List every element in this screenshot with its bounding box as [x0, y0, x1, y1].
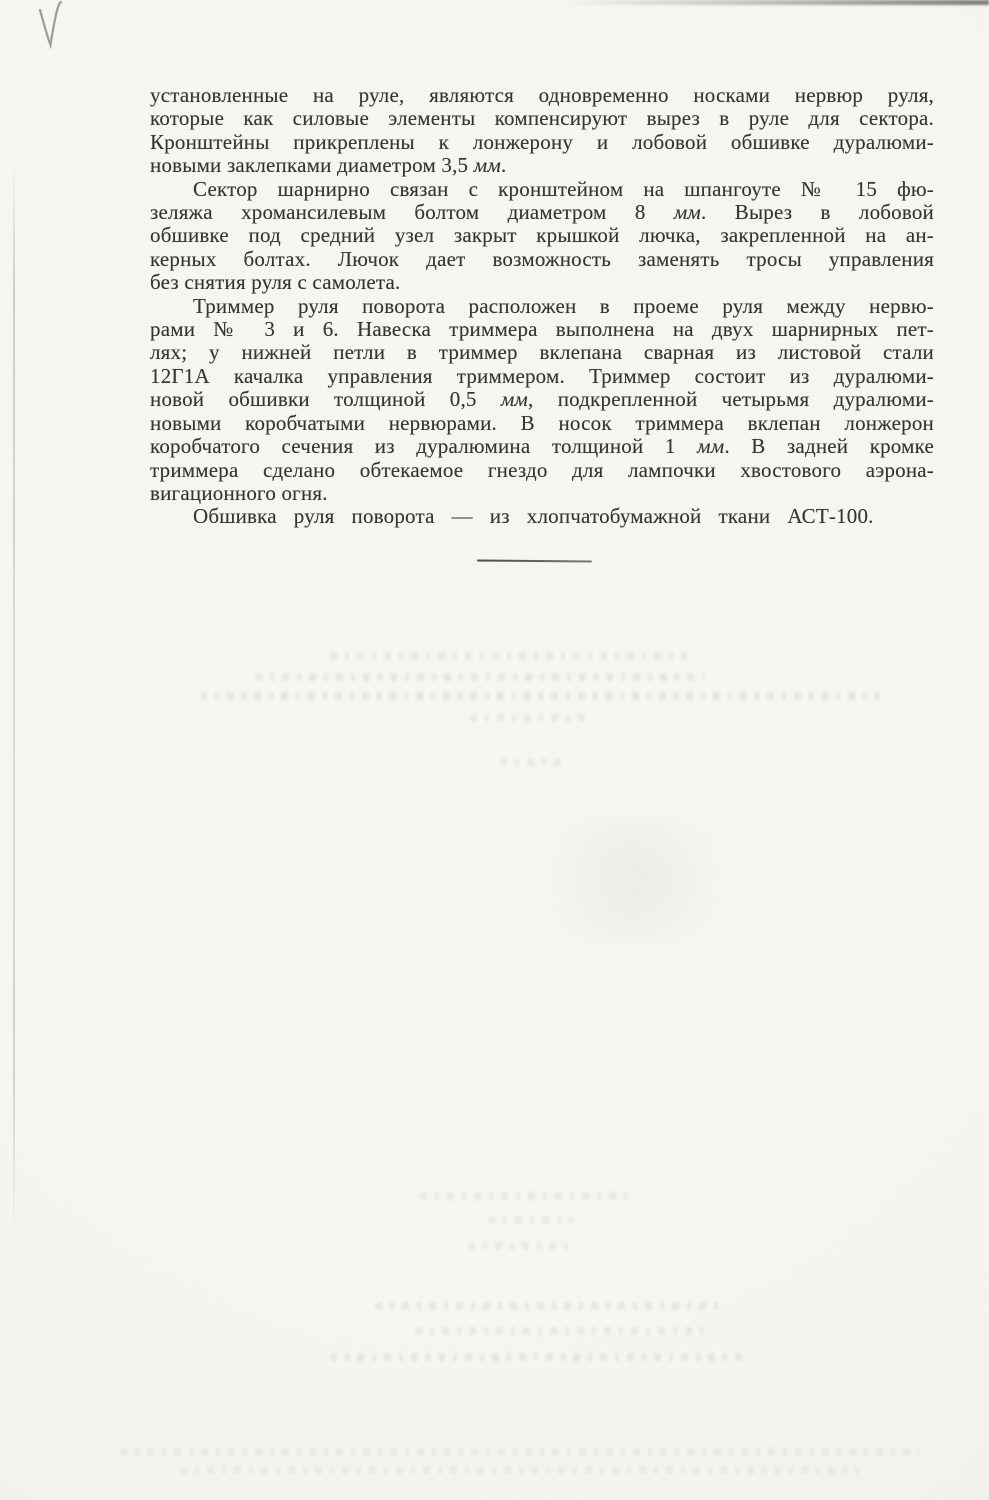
- text-line: зеляжа хромансилевым болтом диаметром 8 мм. Вырез в лобовой: [150, 200, 934, 225]
- paragraph: [150, 84, 934, 178]
- bleedthrough-smudge: [500, 758, 570, 766]
- body-text: [150, 84, 934, 529]
- text-line: рами № 3 и 6. Навеска триммера выполнена на двух шарнирных пет-: [150, 317, 934, 342]
- text-line: которые как силовые элементы компенсируют вырез в руле для сектора.: [150, 106, 934, 131]
- bleedthrough-smudge: [330, 652, 690, 660]
- text-line: обшивке под средний узел закрыт крышкой лючка, закрепленной на ан-: [150, 223, 934, 248]
- text-line: Сектор шарнирно связан с кронштейном на шпангоуте № 15 фю-: [193, 176, 934, 201]
- section-divider: [477, 559, 592, 562]
- bleedthrough-smudge: [470, 714, 590, 722]
- text-line: 12Г1А качалка управления триммером. Триммер состоит из дуралюми-: [150, 363, 934, 388]
- text-line: вигационного огня.: [150, 480, 328, 505]
- text-line: новой обшивки толщиной 0,5 мм, подкрепленной четырьмя дуралюми-: [150, 387, 934, 412]
- bleedthrough-smudge: [330, 1353, 750, 1361]
- paragraph: [150, 295, 934, 506]
- bleedthrough-smudge: [415, 1327, 705, 1335]
- bleedthrough-smudge: [375, 1302, 725, 1310]
- text-line: новыми коробчатыми нервюрами. В носок триммера вклепан лонжерон: [150, 410, 934, 435]
- text-line: лях; у нижней петли в триммер вклепана сварная из листовой стали: [150, 340, 934, 365]
- text-line: без снятия руля с самолета.: [150, 270, 401, 295]
- scan-edge-line: [13, 160, 15, 1240]
- bleedthrough-smudge: [120, 1448, 920, 1456]
- text-line: Обшивка руля поворота — из хлопчатобумажной ткани АСТ-100.: [193, 504, 874, 529]
- scan-edge-shadow: [559, 0, 989, 5]
- bleedthrough-smudge: [180, 1466, 860, 1474]
- bleedthrough-blob: [520, 815, 750, 945]
- text-line: Кронштейны прикреплены к лонжерону и лобовой обшивке дуралюми-: [150, 129, 934, 154]
- text-line: коробчатого сечения из дуралюмина толщиной 1 мм. В задней кромке: [150, 434, 934, 459]
- text-line: Триммер руля поворота расположен в проеме руля между нервю-: [193, 293, 934, 318]
- bleedthrough-smudge: [200, 692, 880, 700]
- bleedthrough-smudge: [468, 1242, 573, 1250]
- paragraph: [150, 178, 934, 295]
- text-line: установленные на руле, являются одновременно носками нервюр руля,: [150, 83, 934, 107]
- handwritten-checkmark: [28, 0, 90, 62]
- text-line: керных болтах. Лючок дает возможность заменять тросы управления: [150, 246, 934, 271]
- bleedthrough-smudge: [255, 673, 705, 681]
- paragraph: [150, 505, 934, 528]
- bleedthrough-smudge: [488, 1216, 573, 1224]
- text-line: триммера сделано обтекаемое гнездо для лампочки хвостового аэрона-: [150, 457, 934, 482]
- bleedthrough-smudge: [420, 1192, 630, 1200]
- text-line: новыми заклепками диаметром 3,5 мм.: [150, 153, 507, 178]
